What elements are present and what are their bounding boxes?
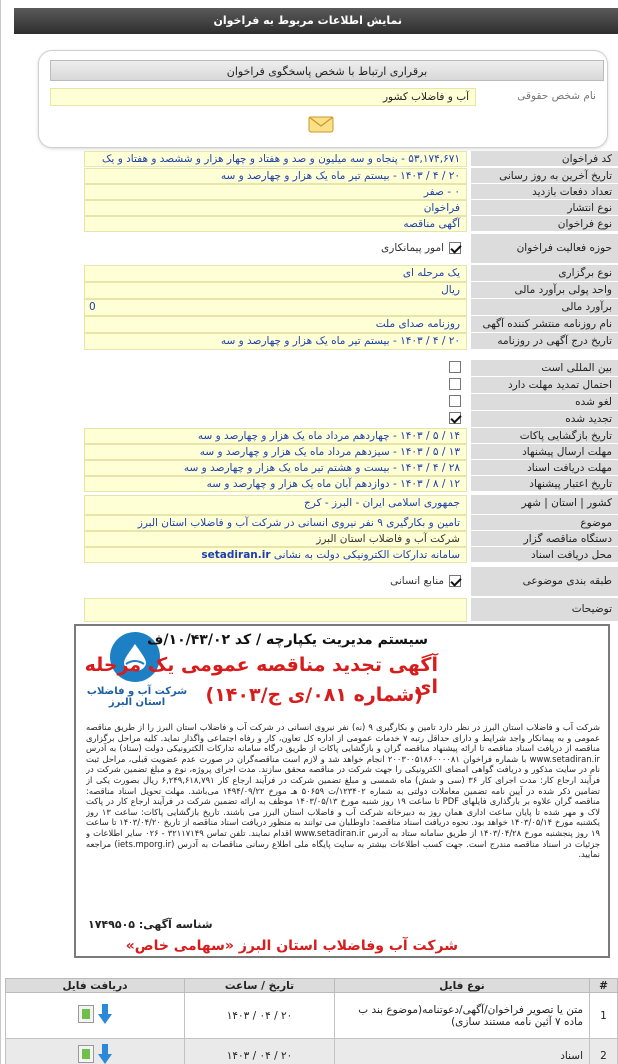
field-value: شرکت آب و فاضلاب استان البرز bbox=[84, 531, 467, 547]
col-download: دریافت فایل bbox=[6, 979, 185, 993]
field-row bbox=[84, 316, 618, 333]
field-row bbox=[84, 394, 618, 411]
field-value bbox=[84, 360, 467, 377]
field-row bbox=[84, 282, 618, 299]
field-value: ریال bbox=[84, 282, 467, 299]
field-value bbox=[84, 567, 467, 597]
row-file-type: اسناد bbox=[335, 1039, 590, 1064]
field-row bbox=[84, 168, 618, 184]
field-label: توضیحات bbox=[471, 598, 618, 622]
field-row bbox=[84, 377, 618, 394]
setadiran-link[interactable]: setadiran.ir bbox=[201, 549, 271, 561]
files-header-row bbox=[6, 979, 618, 993]
field-value bbox=[84, 411, 467, 428]
field-row bbox=[84, 460, 618, 476]
field-value: روزنامه صدای ملت bbox=[84, 316, 467, 333]
docs-location-text: سامانه تدارکات الکترونیکی دولت به نشانی bbox=[270, 549, 460, 561]
field-row bbox=[84, 598, 618, 622]
field-label: موضوع bbox=[471, 515, 618, 531]
field-row bbox=[84, 411, 618, 428]
field-value: ۵۳,۱۷۴,۶۷۱ - پنجاه و سه میلیون و صد و هفتاد و چهار هزار و ششصد و هفتاد و یک bbox=[84, 151, 467, 167]
files-table bbox=[5, 978, 618, 1064]
envelope-icon[interactable] bbox=[308, 116, 334, 133]
field-label: نوع فراخوان bbox=[471, 216, 618, 232]
download-button[interactable] bbox=[74, 1043, 116, 1064]
table-row bbox=[6, 1039, 618, 1064]
row-date: ۲۰ / ۰۴ / ۱۴۰۳ bbox=[185, 993, 335, 1039]
download-button[interactable] bbox=[74, 1003, 116, 1025]
field-row bbox=[84, 428, 618, 444]
field-label: لغو شده bbox=[471, 394, 618, 411]
field-row bbox=[84, 531, 618, 547]
field-row bbox=[84, 234, 618, 264]
notice-number: (شماره ۰۸۱/ی ج/۱۴۰۳) bbox=[205, 684, 423, 706]
field-value: 0 bbox=[84, 299, 467, 316]
field-value: یک مرحله ای bbox=[84, 265, 467, 282]
field-value: ۲۰ / ۴ / ۱۴۰۳ - بیستم تیر ماه یک هزار و چهارصد و سه bbox=[84, 168, 467, 184]
col-date: تاریخ / ساعت bbox=[185, 979, 335, 993]
field-row bbox=[84, 151, 618, 167]
download-arrow-icon[interactable] bbox=[98, 1004, 112, 1024]
field-label: طبقه بندی موضوعی bbox=[471, 567, 618, 597]
row-num: 2 bbox=[590, 1039, 618, 1064]
field-label: محل دریافت اسناد bbox=[471, 547, 618, 563]
field-label: برآورد مالی bbox=[471, 299, 618, 316]
field-row bbox=[84, 265, 618, 282]
notice-ad-id: شناسه آگهی: ۱۷۴۹۵۰۵ bbox=[88, 918, 213, 931]
field-value bbox=[84, 394, 467, 411]
notice-heading: آگهی تجدید مناقصه عمومی یک مرحله ای bbox=[84, 654, 438, 698]
notice-system-code: سیستم مدیریت یکپارچه / کد ۱۰/۴۳/۰۲/ف bbox=[147, 632, 428, 648]
field-row bbox=[84, 333, 618, 350]
field-value: تامین و بکارگیری ۹ نفر نیروی انسانی در شرکت آب و فاضلاب استان البرز bbox=[84, 515, 467, 531]
checkbox-label: منابع انسانی bbox=[390, 575, 444, 587]
field-value: ۲۰ / ۴ / ۱۴۰۳ - بیستم تیر ماه یک هزار و چهارصد و سه bbox=[84, 333, 467, 350]
field-label: دستگاه مناقصه گزار bbox=[471, 531, 618, 547]
col-type: نوع فایل bbox=[335, 979, 590, 993]
row-download[interactable] bbox=[6, 993, 185, 1039]
field-label: بین المللی است bbox=[471, 360, 618, 377]
field-row bbox=[84, 495, 618, 515]
field-value bbox=[84, 377, 467, 394]
edit-document-icon[interactable] bbox=[78, 1005, 94, 1023]
field-label: نام روزنامه منتشر کننده آگهی bbox=[471, 316, 618, 333]
field-value bbox=[84, 234, 467, 264]
row-num: 1 bbox=[590, 993, 618, 1039]
field-label: تعداد دفعات بازدید bbox=[471, 184, 618, 200]
logo-company-name: شرکت آب و فاضلاب استان البرز bbox=[86, 686, 188, 708]
field-value: فراخوان bbox=[84, 200, 467, 216]
field-label: مهلت دریافت اسناد bbox=[471, 460, 618, 476]
field-label: تاریخ بازگشایی پاکات bbox=[471, 428, 618, 444]
field-label: کشور | استان | شهر bbox=[471, 495, 618, 515]
field-row bbox=[84, 476, 618, 492]
checked-checkbox-icon bbox=[449, 575, 461, 587]
field-label: تاریخ آخرین به روز رسانی bbox=[471, 168, 618, 184]
legal-entity-label: نام شخص حقوقی bbox=[517, 90, 596, 102]
field-row bbox=[84, 547, 618, 563]
checked-checkbox-icon bbox=[449, 412, 461, 424]
checkbox-icon bbox=[449, 361, 461, 373]
field-row bbox=[84, 200, 618, 216]
field-value: آگهی مناقصه bbox=[84, 216, 467, 232]
field-value: ۲۸ / ۴ / ۱۴۰۳ - بیست و هشتم تیر ماه یک هزار و چهارصد و سه bbox=[84, 460, 467, 476]
checkbox-label: امور پیمانکاری bbox=[381, 242, 444, 254]
field-value: جمهوری اسلامی ایران - البرز - کرج bbox=[84, 495, 467, 515]
notice-footer: شرکت آب وفاضلاب استان البرز «سهامی خاص» bbox=[125, 938, 458, 954]
notice-body: شرکت آب و فاضلاب استان البرز در نظر دارد تامین و بکارگیری ۹ (نه) نفر نیروی انسانی در شرکت آب و فاضلاب استان البرز را از طریق مناقصه عمومی و به پیمانکار واجد شرایط و دارای حداقل رتبه ۷ خدمات عمومی از اداره کل تعاون، کار و رفاه اجتماعی واگذار نماید. کلیه مراحل برگزاری مناقصه از دریافت اسناد مناقصه تا ارائه پیشنهاد مناقصه گران و بازگشایی پاکات از طریق درگاه سامانه تدارکات الکترونیکی دولت (ستاد) به آدرس www.setadiran.ir با شماره فراخوان ۲۰۰۳۰۰۵۱۸۶۰۰۰۰۸۱ انجام خواهد شد و لازم است مناقصه‌گران در صورت عدم عضویت قبلی، مراحل ثبت نام در سایت مذکور و دریافت گواهی امضای الکترونیکی را جهت شرکت در مناقصه محقق سازند. مدت اجرای پروژه، نوع و مبلغ تضمین شرکت در فرآیند ارجاع کار: مدت اجرای کار ۳۶ (سی و شش) ماه شمسی و مبلغ تضمین شرکت در فرآیند ارجاع کار ۶,۲۴۹,۶۱۸,۷۹۱ ریال بصورت یکی از تضامین ذکر شده در آیین نامه تضمین معاملات دولتی به شماره ۱۲۳۴۰۲/ت ۵۰۶۵۹ هـ مورخ ۱۴۹۴/۰۹/۲۲ می‌باشد. مهلت تحویل اسناد مناقصه: مناقصه گران علاوه بر بارگذاری فایلهای PDF تا ساعت ۱۹ روز شنبه مورخ ۱۴۰۳/۰۵/۱۳ موظف به ارائه تضمین شرکت در فرآیند ارجاع کار در پاکت لاک و مهر شده تا پایان ساعت اداری همان روز به دبیرخانه شرکت آب و فاضلاب استان البرز می باشند. تاریخ بازگشایی پاکات: ساعت ۱۳ روز یکشنبه مورخ ۱۴۰۳/۰۵/۱۴ خواهد بود. نحوه دریافت اسناد مناقصه: داوطلبان می توانند به منظور دریافت اسناد مناقصه از تاریخ ۱۴۰۳/۰۴/۲۰ تا ساعت ۱۹ روز پنجشنبه مورخ ۱۴۰۳/۰۴/۲۸ از طریق سامانه ستاد به آدرس www.setadiran.ir اقدام نمایند. تلفن تماس ۳۲۱۱۷۱۴۹ - ۰۲۶ سایر اطلاعات و جزئیات در اسناد مناقصه مندرج است. جهت کسب اطلاعات بیشتر به سایت پایگاه ملی اطلاع رسانی مناقصات به آدرس (iets.mporg.ir) مراجعه نمایید. bbox=[86, 722, 600, 860]
field-label: احتمال تمدید مهلت دارد bbox=[471, 377, 618, 394]
checked-checkbox-icon bbox=[449, 242, 461, 254]
field-label: مهلت ارسال پیشنهاد bbox=[471, 444, 618, 460]
field-value: ۱۴ / ۵ / ۱۴۰۳ - چهاردهم مرداد ماه یک هزار و چهارصد و سه bbox=[84, 428, 467, 444]
field-row bbox=[84, 360, 618, 377]
field-label: نوع انتشار bbox=[471, 200, 618, 216]
field-label: تاریخ درج آگهی در روزنامه bbox=[471, 333, 618, 350]
field-value: ۱۲ / ۸ / ۱۴۰۳ - دوازدهم آبان ماه یک هزار و چهارصد و سه bbox=[84, 476, 467, 492]
field-value: ۰ - صفر bbox=[84, 184, 467, 200]
row-date: ۲۰ / ۰۴ / ۱۴۰۳ bbox=[185, 1039, 335, 1064]
field-label: تاریخ اعتبار پیشنهاد bbox=[471, 476, 618, 492]
field-row bbox=[84, 567, 618, 597]
field-row bbox=[84, 299, 618, 316]
field-label: نوع برگزاری bbox=[471, 265, 618, 282]
table-row bbox=[6, 993, 618, 1039]
contact-title: برقراری ارتباط با شخص پاسخگوی فراخوان bbox=[50, 60, 604, 81]
page-title: نمایش اطلاعات مربوط به فراخوان bbox=[14, 8, 618, 34]
field-row bbox=[84, 216, 618, 232]
checkbox-icon bbox=[449, 395, 461, 407]
field-row bbox=[84, 184, 618, 200]
field-label: حوزه فعالیت فراخوان bbox=[471, 234, 618, 264]
field-label: واحد پولی برآورد مالی bbox=[471, 282, 618, 299]
col-num: # bbox=[590, 979, 618, 993]
field-label: کد فراخوان bbox=[471, 151, 618, 167]
notice-image bbox=[74, 624, 610, 958]
field-value bbox=[84, 547, 467, 563]
field-row bbox=[84, 444, 618, 460]
field-value: ۱۳ / ۵ / ۱۴۰۳ - سیزدهم مرداد ماه یک هزار و چهارصد و سه bbox=[84, 444, 467, 460]
row-download[interactable] bbox=[6, 1039, 185, 1064]
download-arrow-icon[interactable] bbox=[98, 1044, 112, 1064]
row-file-type: متن یا تصویر فراخوان/آگهی/دعوتنامه(موضوع بند ب ماده ۷ آئین نامه مستند سازی) bbox=[335, 993, 590, 1039]
legal-entity-value: آب و فاضلاب کشور bbox=[50, 88, 476, 106]
field-value bbox=[84, 598, 467, 622]
checkbox-icon bbox=[449, 378, 461, 390]
edit-document-icon[interactable] bbox=[78, 1045, 94, 1063]
field-row bbox=[84, 515, 618, 531]
field-label: تجدید شده bbox=[471, 411, 618, 428]
